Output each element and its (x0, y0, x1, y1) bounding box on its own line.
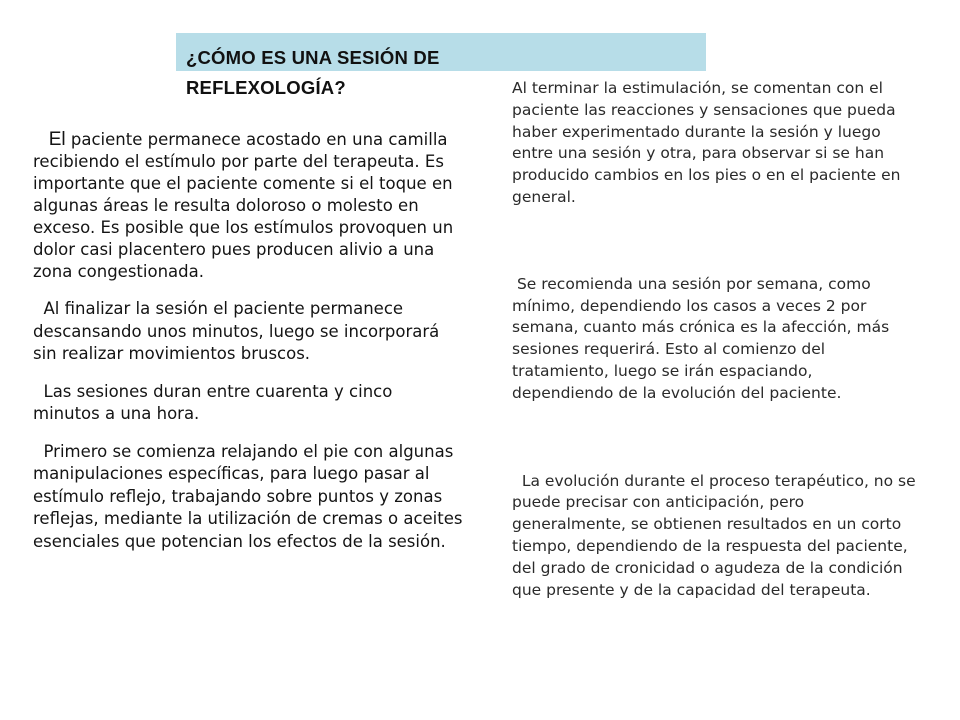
right-paragraph-2-text: Se recomienda una sesión por semana, como mínimo, dependiendo los casos a veces 2 por semana, cuanto más crónica es la afección, más sesiones requerirá. Esto al comienzo del tratamiento, luego se irán espaciando, dependiendo de la evolución del paciente. (512, 274, 890, 402)
right-paragraph-1: Al terminar la estimulación, se comentan con el paciente las reacciones y sensaciones que pueda haber experimentado durante la sesión y luego entre una sesión y otra, para observar si se han producido cambios en los pies o en el paciente en general. (512, 79, 901, 206)
left-paragraph-1-first-word: El (48, 129, 66, 150)
left-paragraph-4 (33, 441, 463, 554)
right-paragraph-2 (512, 274, 917, 405)
right-column (512, 78, 917, 601)
left-paragraph-3 (33, 381, 463, 426)
left-column (33, 129, 463, 568)
title-line-2: REFLEXOLOGÍA? (186, 77, 346, 98)
left-paragraph-1 (33, 129, 463, 283)
left-paragraph-3-text: Las sesiones duran entre cuarenta y cinco minutos a una hora. (33, 381, 393, 423)
left-paragraph-4-text: Primero se comienza relajando el pie con algunas manipulaciones específicas, para luego pasar al estímulo reflejo, trabajando sobre puntos y zonas reflejas, mediante la utilización de cremas o aceites esenciales que potencian los efectos de la sesión. (33, 441, 463, 551)
left-paragraph-1-text: paciente permanece acostado en una camilla recibiendo el estímulo por parte del terapeuta. Es importante que el paciente comente si el toque en algunas áreas le resulta doloroso o molesto en exceso. Es posible que los estímulos provoquen un dolor casi placentero pues producen alivio a una zona congestionada. (33, 130, 454, 281)
left-paragraph-2 (33, 298, 463, 366)
left-paragraph-2-text: Al finalizar la sesión el paciente permanece descansando unos minutos, luego se incorporará sin realizar movimientos bruscos. (33, 299, 440, 363)
right-paragraph-3 (512, 471, 917, 602)
right-paragraph-3-text: La evolución durante el proceso terapéutico, no se puede precisar con anticipación, pero generalmente, se obtienen resultados en un corto tiempo, dependiendo de la respuesta del paciente, del grado de cronicidad o agudeza de la condición que presente y de la capacidad del terapeuta. (512, 471, 916, 599)
title-line-1: ¿CÓMO ES UNA SESIÓN DE (186, 47, 440, 68)
